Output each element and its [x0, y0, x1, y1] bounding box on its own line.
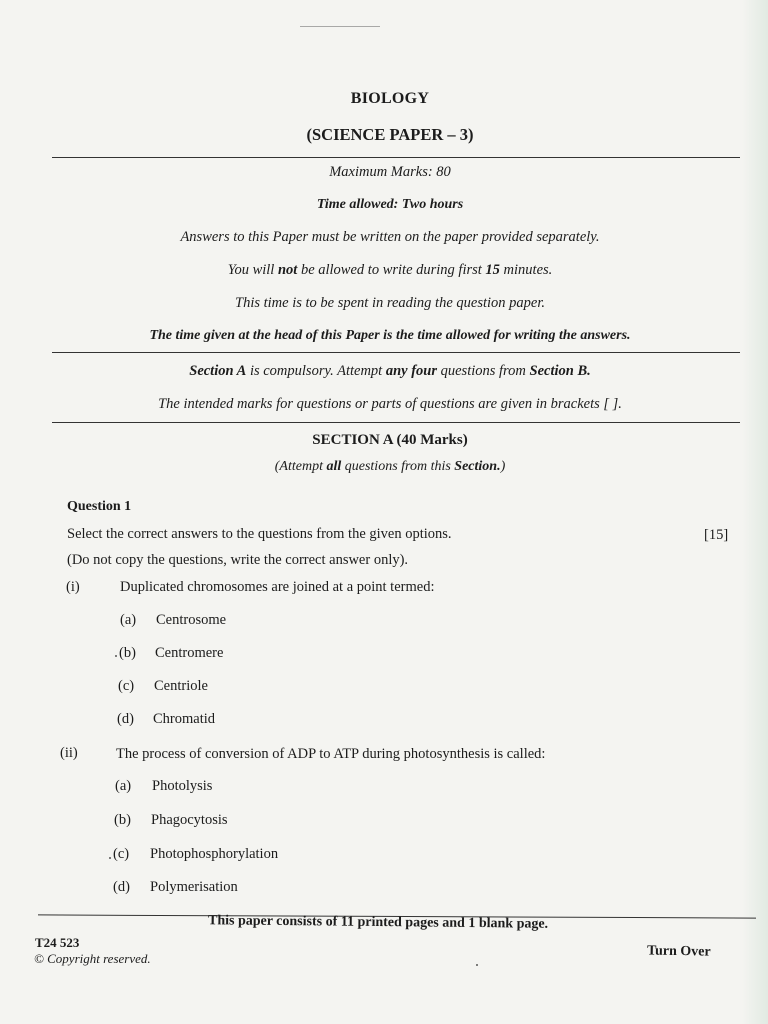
paper-code: T24 523 [35, 935, 80, 950]
section-a-label: Section A [189, 363, 247, 379]
option-text: Phagocytosis [151, 812, 228, 828]
turn-over-label: Turn Over [646, 943, 711, 960]
pages-note: This paper consists of 11 printed pages and 1 blank page. [207, 913, 549, 932]
option-text: Chromatid [153, 711, 216, 727]
marks-instruction: The intended marks for questions or parts of questions are given in brackets [ ]. [158, 396, 622, 412]
option-letter: (a) [115, 778, 132, 794]
top-scan-mark [300, 26, 380, 27]
time-head-instruction: The time given at the head of this Paper is the time allowed for writing the answers. [149, 328, 631, 343]
divider-top [52, 157, 740, 158]
section-a-text-2: questions from [437, 363, 530, 379]
not-allowed-part-2: be allowed to write during first [297, 262, 486, 278]
option-text: Centriole [154, 678, 208, 694]
copyright-notice: © Copyright reserved. [34, 951, 151, 966]
any-four-label: any four [385, 363, 437, 379]
question-instruction: Select the correct answers to the questions from the given options. [67, 526, 452, 542]
section-a-text: is compulsory. Attempt [246, 363, 386, 379]
option-text: Centrosome [156, 612, 227, 628]
section-heading: SECTION A (40 Marks) [312, 432, 468, 448]
option-letter: (c) [118, 678, 135, 694]
not-allowed-bold: not [277, 262, 298, 278]
subquestion-text: Duplicated chromosomes are joined at a point termed: [120, 579, 435, 595]
option-text: Photolysis [152, 778, 213, 794]
option-letter: (d) [113, 879, 130, 895]
section-note-part-3: ) [500, 459, 506, 474]
subquestion-number: (ii) [60, 745, 78, 761]
section-note-bold: all [326, 459, 342, 474]
scan-edge-shadow [742, 0, 768, 1024]
section-instruction [40, 363, 740, 380]
time-allowed: Time allowed: Two hours [316, 197, 464, 212]
pencil-mark [115, 655, 117, 657]
not-allowed-part-3: minutes. [499, 262, 553, 278]
subquestion-text: The process of conversion of ADP to ATP during photosynthesis is called: [116, 746, 546, 762]
question-title: Question 1 [67, 499, 132, 514]
divider-bottom [52, 422, 740, 423]
option-text: Photophosphorylation [150, 846, 279, 862]
scan-speck [476, 964, 478, 966]
answers-instruction: Answers to this Paper must be written on the paper provided separately. [180, 229, 600, 245]
option-text: Polymerisation [150, 879, 238, 895]
not-allowed-instruction [40, 262, 740, 279]
pencil-mark [109, 857, 111, 859]
paper-title: (SCIENCE PAPER – 3) [306, 125, 474, 144]
question-note: (Do not copy the questions, write the correct answer only). [67, 552, 409, 568]
divider-middle [52, 352, 740, 353]
section-note-section: Section. [454, 459, 501, 474]
option-text: Centromere [155, 645, 224, 661]
question-marks: [15] [704, 527, 729, 543]
option-letter: (a) [120, 612, 137, 628]
option-letter: (b) [119, 645, 136, 661]
not-allowed-minutes: 15 [485, 262, 500, 278]
subquestion-number: (i) [66, 579, 80, 595]
section-note [40, 459, 740, 475]
section-note-part-1: (Attempt [274, 459, 327, 474]
section-b-label: Section B. [529, 363, 591, 379]
not-allowed-part-1: You will [227, 262, 278, 278]
max-marks: Maximum Marks: 80 [329, 164, 451, 180]
reading-instruction: This time is to be spent in reading the question paper. [235, 295, 545, 311]
option-letter: (b) [114, 812, 131, 828]
option-letter: (c) [113, 846, 130, 862]
section-note-part-2: questions from this [341, 459, 455, 474]
option-letter: (d) [117, 711, 134, 727]
subject-title: BIOLOGY [350, 90, 430, 107]
